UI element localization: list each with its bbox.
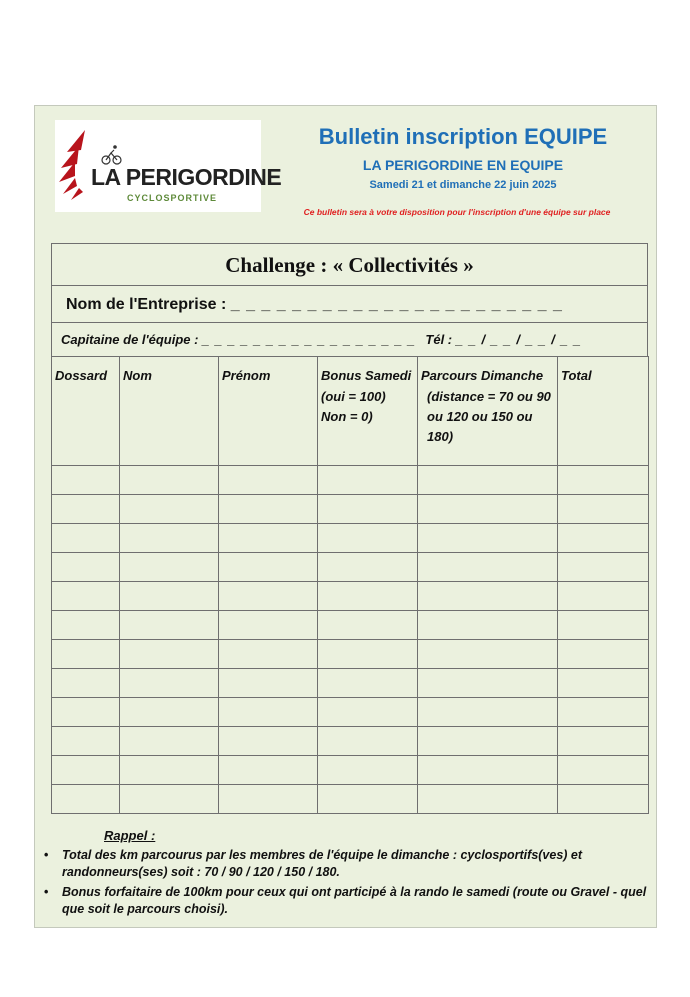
col-parcours-label: Parcours Dimanche (421, 368, 544, 383)
table-header-row (52, 357, 649, 466)
table-row (52, 756, 649, 785)
cell-bonus[interactable] (318, 640, 418, 669)
registration-sheet (34, 105, 657, 928)
table-row (52, 611, 649, 640)
col-total: Total (558, 357, 649, 466)
cell-bonus[interactable] (318, 582, 418, 611)
cell-dossard[interactable] (52, 640, 120, 669)
onsite-note: Ce bulletin sera à votre disposition pour l'inscription d'une équipe sur place (303, 207, 611, 217)
cell-dossard[interactable] (52, 611, 120, 640)
participants-table (51, 356, 649, 814)
challenge-heading: Challenge : « Collectivités » (51, 243, 648, 285)
cell-total[interactable] (558, 785, 649, 814)
col-bonus (318, 357, 418, 466)
cell-bonus[interactable] (318, 698, 418, 727)
cell-dossard[interactable] (52, 669, 120, 698)
table-row (52, 785, 649, 814)
cell-parcours[interactable] (418, 524, 558, 553)
entreprise-label: Nom de l'Entreprise : (66, 296, 227, 313)
rappel-item: • Total des km parcourus par les membres de l'équipe le dimanche : cyclosportifs(ves) et randonneurs(ses) soit : 70 / 90 / 120 / 150 / 180. (44, 848, 583, 879)
cell-bonus[interactable] (318, 611, 418, 640)
table-row (52, 582, 649, 611)
cell-prenom[interactable] (219, 698, 318, 727)
cell-parcours[interactable] (418, 495, 558, 524)
rappel-title: Rappel : (104, 828, 156, 843)
cell-nom[interactable] (120, 640, 219, 669)
cell-parcours[interactable] (418, 669, 558, 698)
cell-prenom[interactable] (219, 669, 318, 698)
logo-title: LA PERIGORDINE (91, 164, 282, 190)
perigordine-logo (55, 120, 282, 212)
cell-nom[interactable] (120, 495, 219, 524)
cell-parcours[interactable] (418, 756, 558, 785)
cell-total[interactable] (558, 611, 649, 640)
tel-blank[interactable]: _ _ / _ _ / _ _ / _ _ (455, 332, 582, 347)
cell-bonus[interactable] (318, 524, 418, 553)
cell-nom[interactable] (120, 553, 219, 582)
cell-prenom[interactable] (219, 524, 318, 553)
table-row (52, 495, 649, 524)
cell-nom[interactable] (120, 582, 219, 611)
entreprise-blank[interactable]: _ _ _ _ _ _ _ _ _ _ _ _ _ _ _ _ _ _ _ _ _ _ (230, 296, 563, 313)
cell-total[interactable] (558, 553, 649, 582)
cell-bonus[interactable] (318, 756, 418, 785)
cell-parcours[interactable] (418, 553, 558, 582)
table-row (52, 698, 649, 727)
team-form (51, 243, 648, 814)
cell-total[interactable] (558, 640, 649, 669)
cell-parcours[interactable] (418, 582, 558, 611)
col-parcours-detail: (distance = 70 ou 90 ou 120 ou 150 ou 180) (427, 389, 551, 444)
cell-total[interactable] (558, 582, 649, 611)
col-bonus-yes: (oui = 100) (321, 389, 386, 404)
cell-dossard[interactable] (52, 466, 120, 495)
cell-bonus[interactable] (318, 669, 418, 698)
cell-parcours[interactable] (418, 698, 558, 727)
entreprise-field[interactable] (51, 285, 648, 322)
cell-total[interactable] (558, 466, 649, 495)
rappel-item-text: Total des km parcourus par les membres de l'équipe le dimanche : cyclosportifs(ves) et randonneurs(ses) soit : 70 / 90 / 120 / 150 / 180. (62, 848, 583, 879)
event-name: LA PERIGORDINE EN EQUIPE (362, 157, 564, 173)
rappel-item-text: Bonus forfaitaire de 100km pour ceux qui ont participé à la rando le samedi (route ou Gravel - quel que soit le parcours choisi). (62, 885, 647, 916)
cell-prenom[interactable] (219, 785, 318, 814)
cell-nom[interactable] (120, 727, 219, 756)
rappel-item: • Bonus forfaitaire de 100km pour ceux qui ont participé à la rando le samedi (route ou Gravel - quel que soit le parcours choisi). (44, 885, 647, 916)
capitaine-blank[interactable]: _ _ _ _ _ _ _ _ _ _ _ _ _ _ _ _ _ (202, 332, 416, 347)
cell-nom[interactable] (120, 611, 219, 640)
cell-dossard[interactable] (52, 553, 120, 582)
cell-bonus[interactable] (318, 727, 418, 756)
table-row (52, 640, 649, 669)
table-row (52, 553, 649, 582)
cell-parcours[interactable] (418, 785, 558, 814)
cell-nom[interactable] (120, 756, 219, 785)
cell-nom[interactable] (120, 466, 219, 495)
cell-bonus[interactable] (318, 495, 418, 524)
cell-parcours[interactable] (418, 466, 558, 495)
cell-dossard[interactable] (52, 698, 120, 727)
cell-nom[interactable] (120, 524, 219, 553)
rappel-list (41, 847, 647, 921)
cell-prenom[interactable] (219, 756, 318, 785)
table-row (52, 727, 649, 756)
page-title: Bulletin inscription EQUIPE (318, 124, 608, 149)
cell-total[interactable] (558, 524, 649, 553)
cell-dossard[interactable] (52, 524, 120, 553)
col-dossard: Dossard (52, 357, 120, 466)
col-prenom: Prénom (219, 357, 318, 466)
cell-dossard[interactable] (52, 785, 120, 814)
cell-parcours[interactable] (418, 640, 558, 669)
tel-label: Tél : (425, 332, 453, 347)
cell-prenom[interactable] (219, 582, 318, 611)
col-bonus-label: Bonus Samedi (321, 368, 412, 383)
event-date: Samedi 21 et dimanche 22 juin 2025 (369, 179, 557, 191)
cell-prenom[interactable] (219, 553, 318, 582)
cell-dossard[interactable] (52, 495, 120, 524)
table-row (52, 466, 649, 495)
col-bonus-no: Non = 0) (321, 409, 373, 424)
cell-parcours[interactable] (418, 611, 558, 640)
cell-parcours[interactable] (418, 727, 558, 756)
table-row (52, 524, 649, 553)
cell-nom[interactable] (120, 698, 219, 727)
col-nom: Nom (120, 357, 219, 466)
capitaine-label: Capitaine de l'équipe : (61, 332, 199, 347)
cell-total[interactable] (558, 756, 649, 785)
cell-prenom[interactable] (219, 640, 318, 669)
cell-dossard[interactable] (52, 582, 120, 611)
cell-dossard[interactable] (52, 727, 120, 756)
cell-prenom[interactable] (219, 495, 318, 524)
cell-prenom[interactable] (219, 466, 318, 495)
cell-nom[interactable] (120, 669, 219, 698)
table-row (52, 669, 649, 698)
cell-nom[interactable] (120, 785, 219, 814)
cell-prenom[interactable] (219, 611, 318, 640)
cell-bonus[interactable] (318, 553, 418, 582)
logo-tagline: CYCLOSPORTIVE (127, 193, 218, 203)
cell-prenom[interactable] (219, 727, 318, 756)
cell-dossard[interactable] (52, 756, 120, 785)
cell-total[interactable] (558, 669, 649, 698)
capitaine-field[interactable] (51, 322, 648, 356)
cell-total[interactable] (558, 727, 649, 756)
col-parcours (418, 357, 558, 466)
cell-total[interactable] (558, 698, 649, 727)
cell-bonus[interactable] (318, 785, 418, 814)
cell-total[interactable] (558, 495, 649, 524)
cell-bonus[interactable] (318, 466, 418, 495)
